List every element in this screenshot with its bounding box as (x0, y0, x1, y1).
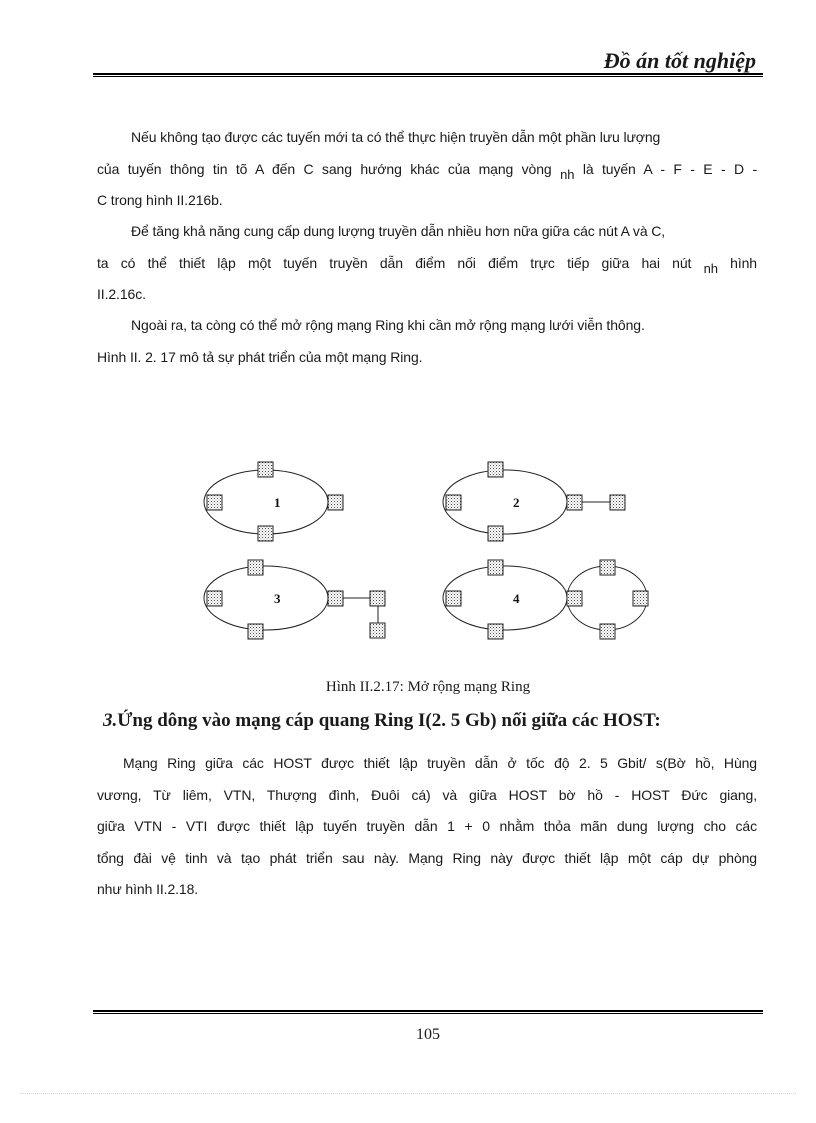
section-heading (103, 710, 661, 732)
ring-2 (443, 470, 567, 534)
ring-label-1: 1 (274, 495, 281, 510)
node (488, 560, 503, 575)
ring-3 (204, 566, 328, 630)
node (207, 495, 222, 510)
node (446, 591, 461, 606)
node (446, 495, 461, 510)
ring-label-2: 2 (513, 495, 520, 510)
node (328, 495, 343, 510)
paragraph-line: giữa VTN - VTI được thiết lập tuyến truyền dẫn 1 + 0 nhằm thỏa mãn dung lượng cho các (97, 818, 757, 834)
paragraph-line: như hình II.2.18. (97, 881, 199, 897)
paragraph-2 (97, 216, 757, 311)
paragraph-line: tổng đài vệ tinh và tạo phát triển sau này. Mạng Ring này được thiết lập một cáp dự phòng (97, 849, 757, 866)
ring-expansion-diagram (190, 450, 670, 650)
section-title: Ứng dông vào mạng cáp quang Ring I(2. 5 Gb) nối giữa các HOST: (117, 710, 661, 731)
paragraph-line: Để tăng khả năng cung cấp dung lượng truyền dẫn nhiều hơn nữa giữa các nút A và C, (131, 223, 666, 239)
node (207, 591, 222, 606)
node (258, 462, 273, 477)
node (258, 526, 273, 541)
node (610, 495, 625, 510)
node (600, 560, 615, 575)
node (567, 495, 582, 510)
paragraph-line: Mạng Ring giữa các HOST được thiết lập truyền dẫn ở tốc độ 2. 5 Gbit/ s(Bờ hồ, Hùng (123, 755, 757, 771)
node (567, 591, 582, 606)
node (328, 591, 343, 606)
header-rule (93, 73, 763, 77)
paragraph-line: Nếu không tạo được các tuyến mới ta có thể thực hiện truyền dẫn một phần lưu lượng (131, 129, 661, 145)
node (248, 624, 263, 639)
ring-label-4: 4 (513, 591, 520, 606)
ring-4 (443, 566, 567, 630)
paragraph-line: C trong hình II.216b. (97, 192, 223, 208)
node (488, 526, 503, 541)
paragraph-line: Hình II. 2. 17 mô tả sự phát triển của một mạng Ring. (97, 348, 423, 365)
node (370, 591, 385, 606)
ring-1 (204, 470, 328, 534)
node (600, 624, 615, 639)
paragraph-line: ta có thể thiết lập một tuyến truyền dẫn điểm nối điểm trực tiếp giữa hai nút nh hình (97, 254, 757, 276)
footer-rule (93, 1010, 763, 1014)
node (633, 591, 648, 606)
node (488, 624, 503, 639)
paragraph-line: Ngoài ra, ta còng có thể mở rộng mạng Ring khi cần mở rộng mạng lưới viễn thông. (131, 317, 645, 333)
page-number: 105 (416, 1026, 440, 1043)
figure-caption: Hình II.2.17: Mở rộng mạng Ring (325, 679, 531, 695)
paragraph-line: II.2.16c. (97, 286, 146, 302)
paragraph-4 (97, 748, 757, 906)
page-edge-divider (20, 1093, 796, 1094)
paragraph-3 (97, 310, 757, 373)
node (370, 623, 385, 638)
paragraph-line: vương, Từ liêm, VTN, Thượng đình, Đuôi cá) và giữa HOST bờ hồ - HOST Đức giang, (97, 786, 757, 803)
paragraph-line: của tuyến thông tin tõ A đến C sang hướng khác của mạng vòng nh là tuyến A - F - E - D - (97, 160, 758, 182)
ring-label-3: 3 (274, 591, 281, 606)
node (248, 560, 263, 575)
node (488, 462, 503, 477)
section-number: 3. (103, 710, 118, 731)
header-title: Đồ án tốt nghiệp (603, 48, 756, 73)
paragraph-1 (97, 122, 757, 217)
